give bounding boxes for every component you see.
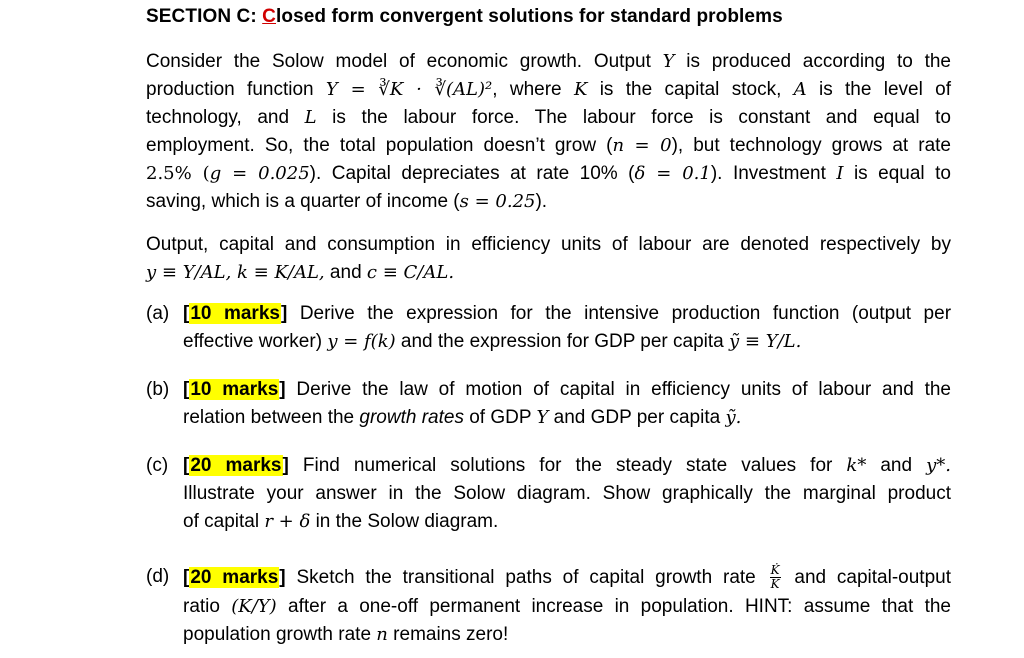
math: δ = 0.1: [634, 163, 711, 184]
question-item-b: [146, 376, 951, 432]
math: n = 0: [612, 135, 672, 156]
text: is produced according to the: [674, 51, 951, 72]
intro-line-6: [146, 188, 951, 216]
math: Y: [536, 407, 549, 428]
intro-line-5: [146, 160, 951, 188]
text: Derive the expression for the intensive production function (output per: [299, 303, 952, 324]
math: I: [836, 163, 844, 184]
text: , where: [492, 79, 574, 100]
text: 2.5% (: [146, 163, 210, 184]
text: is equal to: [843, 163, 951, 184]
intro-line-2: [146, 76, 951, 104]
math: k*: [846, 455, 867, 476]
marks-badge: 20 marks: [190, 455, 282, 476]
item-body: [183, 563, 951, 649]
math: L: [304, 107, 317, 128]
item-label: (c): [146, 455, 169, 476]
question-item-d: [146, 563, 951, 649]
text: ), but technology grows at rate: [671, 135, 952, 156]
text: effective worker): [183, 331, 328, 352]
math: s = 0.25: [459, 191, 536, 212]
bracket: [: [183, 303, 190, 324]
notation-line-2: [146, 259, 951, 287]
bracket: ]: [279, 567, 286, 588]
item-c-line-3: [183, 508, 951, 536]
section-title-rest: losed form convergent solutions for standard problems: [276, 6, 783, 27]
math: (K/Y): [231, 596, 277, 617]
bracket: [: [183, 455, 190, 476]
item-a-line-1: [183, 300, 951, 328]
text: ). Investment: [710, 163, 837, 184]
text: remains zero!: [387, 624, 509, 645]
intro-line-1: [146, 48, 951, 76]
intro-line-3: [146, 104, 951, 132]
item-label: (d): [146, 566, 170, 587]
text: and: [324, 262, 367, 283]
text: saving, which is a quarter of income (: [146, 191, 460, 212]
question-item-a: [146, 300, 951, 356]
math: g = 0.025: [209, 163, 310, 184]
bracket: ]: [280, 303, 288, 324]
text: ). Capital depreciates at rate 10% (: [309, 163, 635, 184]
bracket: ]: [282, 455, 289, 476]
capital-growth-fraction: [770, 564, 781, 591]
text: after a one-off permanent increase in population. HINT: assume that the: [276, 596, 951, 617]
question-item-c: [146, 452, 951, 536]
text: Consider the Solow model of economic growth. Output: [146, 51, 663, 72]
text: and: [866, 455, 927, 476]
text: is the capital stock,: [587, 79, 794, 100]
text: and GDP per capita: [548, 407, 726, 428]
math: Y: [662, 51, 675, 72]
math: K: [573, 79, 588, 100]
text: of GDP: [463, 407, 537, 428]
notation-line-1: Output, capital and consumption in efficiency units of labour are denoted respectively by: [146, 234, 951, 255]
item-d-line-2: [183, 593, 951, 621]
fraction-numerator: K̇: [770, 563, 780, 578]
text: of capital: [183, 511, 265, 532]
math: A: [793, 79, 807, 100]
item-b-line-2: [183, 404, 951, 432]
text: is the level of: [806, 79, 952, 100]
production-function-formula: Y = ∛K · ∛(AL)²: [325, 79, 493, 100]
fraction-denominator: K: [770, 577, 780, 592]
item-body: [183, 376, 951, 432]
section-title-first-letter: C: [262, 6, 276, 27]
marks-badge: 10 marks: [190, 303, 280, 324]
text: is the labour force. The labour force is constant and equal to: [316, 107, 951, 128]
item-b-line-1: [183, 376, 951, 404]
text: population growth rate: [183, 624, 377, 645]
item-label: (b): [146, 379, 170, 400]
item-c-line-2: Illustrate your answer in the Solow diagram. Show graphically the marginal product: [183, 483, 951, 504]
text: ratio: [183, 596, 232, 617]
math: ỹ ≡ Y/L.: [729, 331, 802, 352]
math: c ≡ C/AL.: [366, 262, 455, 283]
text: technology, and: [146, 107, 305, 128]
bracket: [: [183, 567, 190, 588]
text: Find numerical solutions for the steady state values for: [302, 455, 847, 476]
math: y = f(k): [327, 331, 396, 352]
marks-badge: 10 marks: [190, 379, 279, 400]
text: ).: [535, 191, 548, 212]
item-a-line-2: [183, 328, 951, 356]
math: y*.: [926, 455, 951, 476]
item-c-line-1: [183, 452, 951, 480]
text: employment. So, the total population doesn’t grow (: [146, 135, 613, 156]
notation-paragraph: [146, 231, 951, 287]
item-label: (a): [146, 303, 170, 324]
bracket: ]: [279, 379, 286, 400]
intro-paragraph: [146, 48, 951, 216]
marks-badge: 20 marks: [190, 567, 279, 588]
text: Sketch the transitional paths of capital growth rate: [296, 567, 767, 588]
math: n: [376, 624, 388, 645]
math: r + δ: [264, 511, 311, 532]
math: y ≡ Y/AL, k ≡ K/AL,: [146, 262, 325, 283]
item-body: [183, 452, 951, 536]
emphasis: growth rates: [359, 407, 464, 428]
text: and the expression for GDP per capita: [395, 331, 730, 352]
text: in the Solow diagram.: [310, 511, 499, 532]
text: and capital-output: [783, 567, 951, 588]
item-d-line-3: [183, 621, 951, 649]
item-d-line-1: [183, 563, 951, 593]
item-body: [183, 300, 951, 356]
math: ỹ.: [725, 407, 742, 428]
section-title: [146, 6, 783, 28]
text: production function: [146, 79, 326, 100]
section-label: SECTION C:: [146, 6, 263, 27]
intro-line-4: [146, 132, 951, 160]
text: relation between the: [183, 407, 360, 428]
text: Derive the law of motion of capital in efficiency units of labour and the: [296, 379, 951, 400]
bracket: [: [183, 379, 190, 400]
